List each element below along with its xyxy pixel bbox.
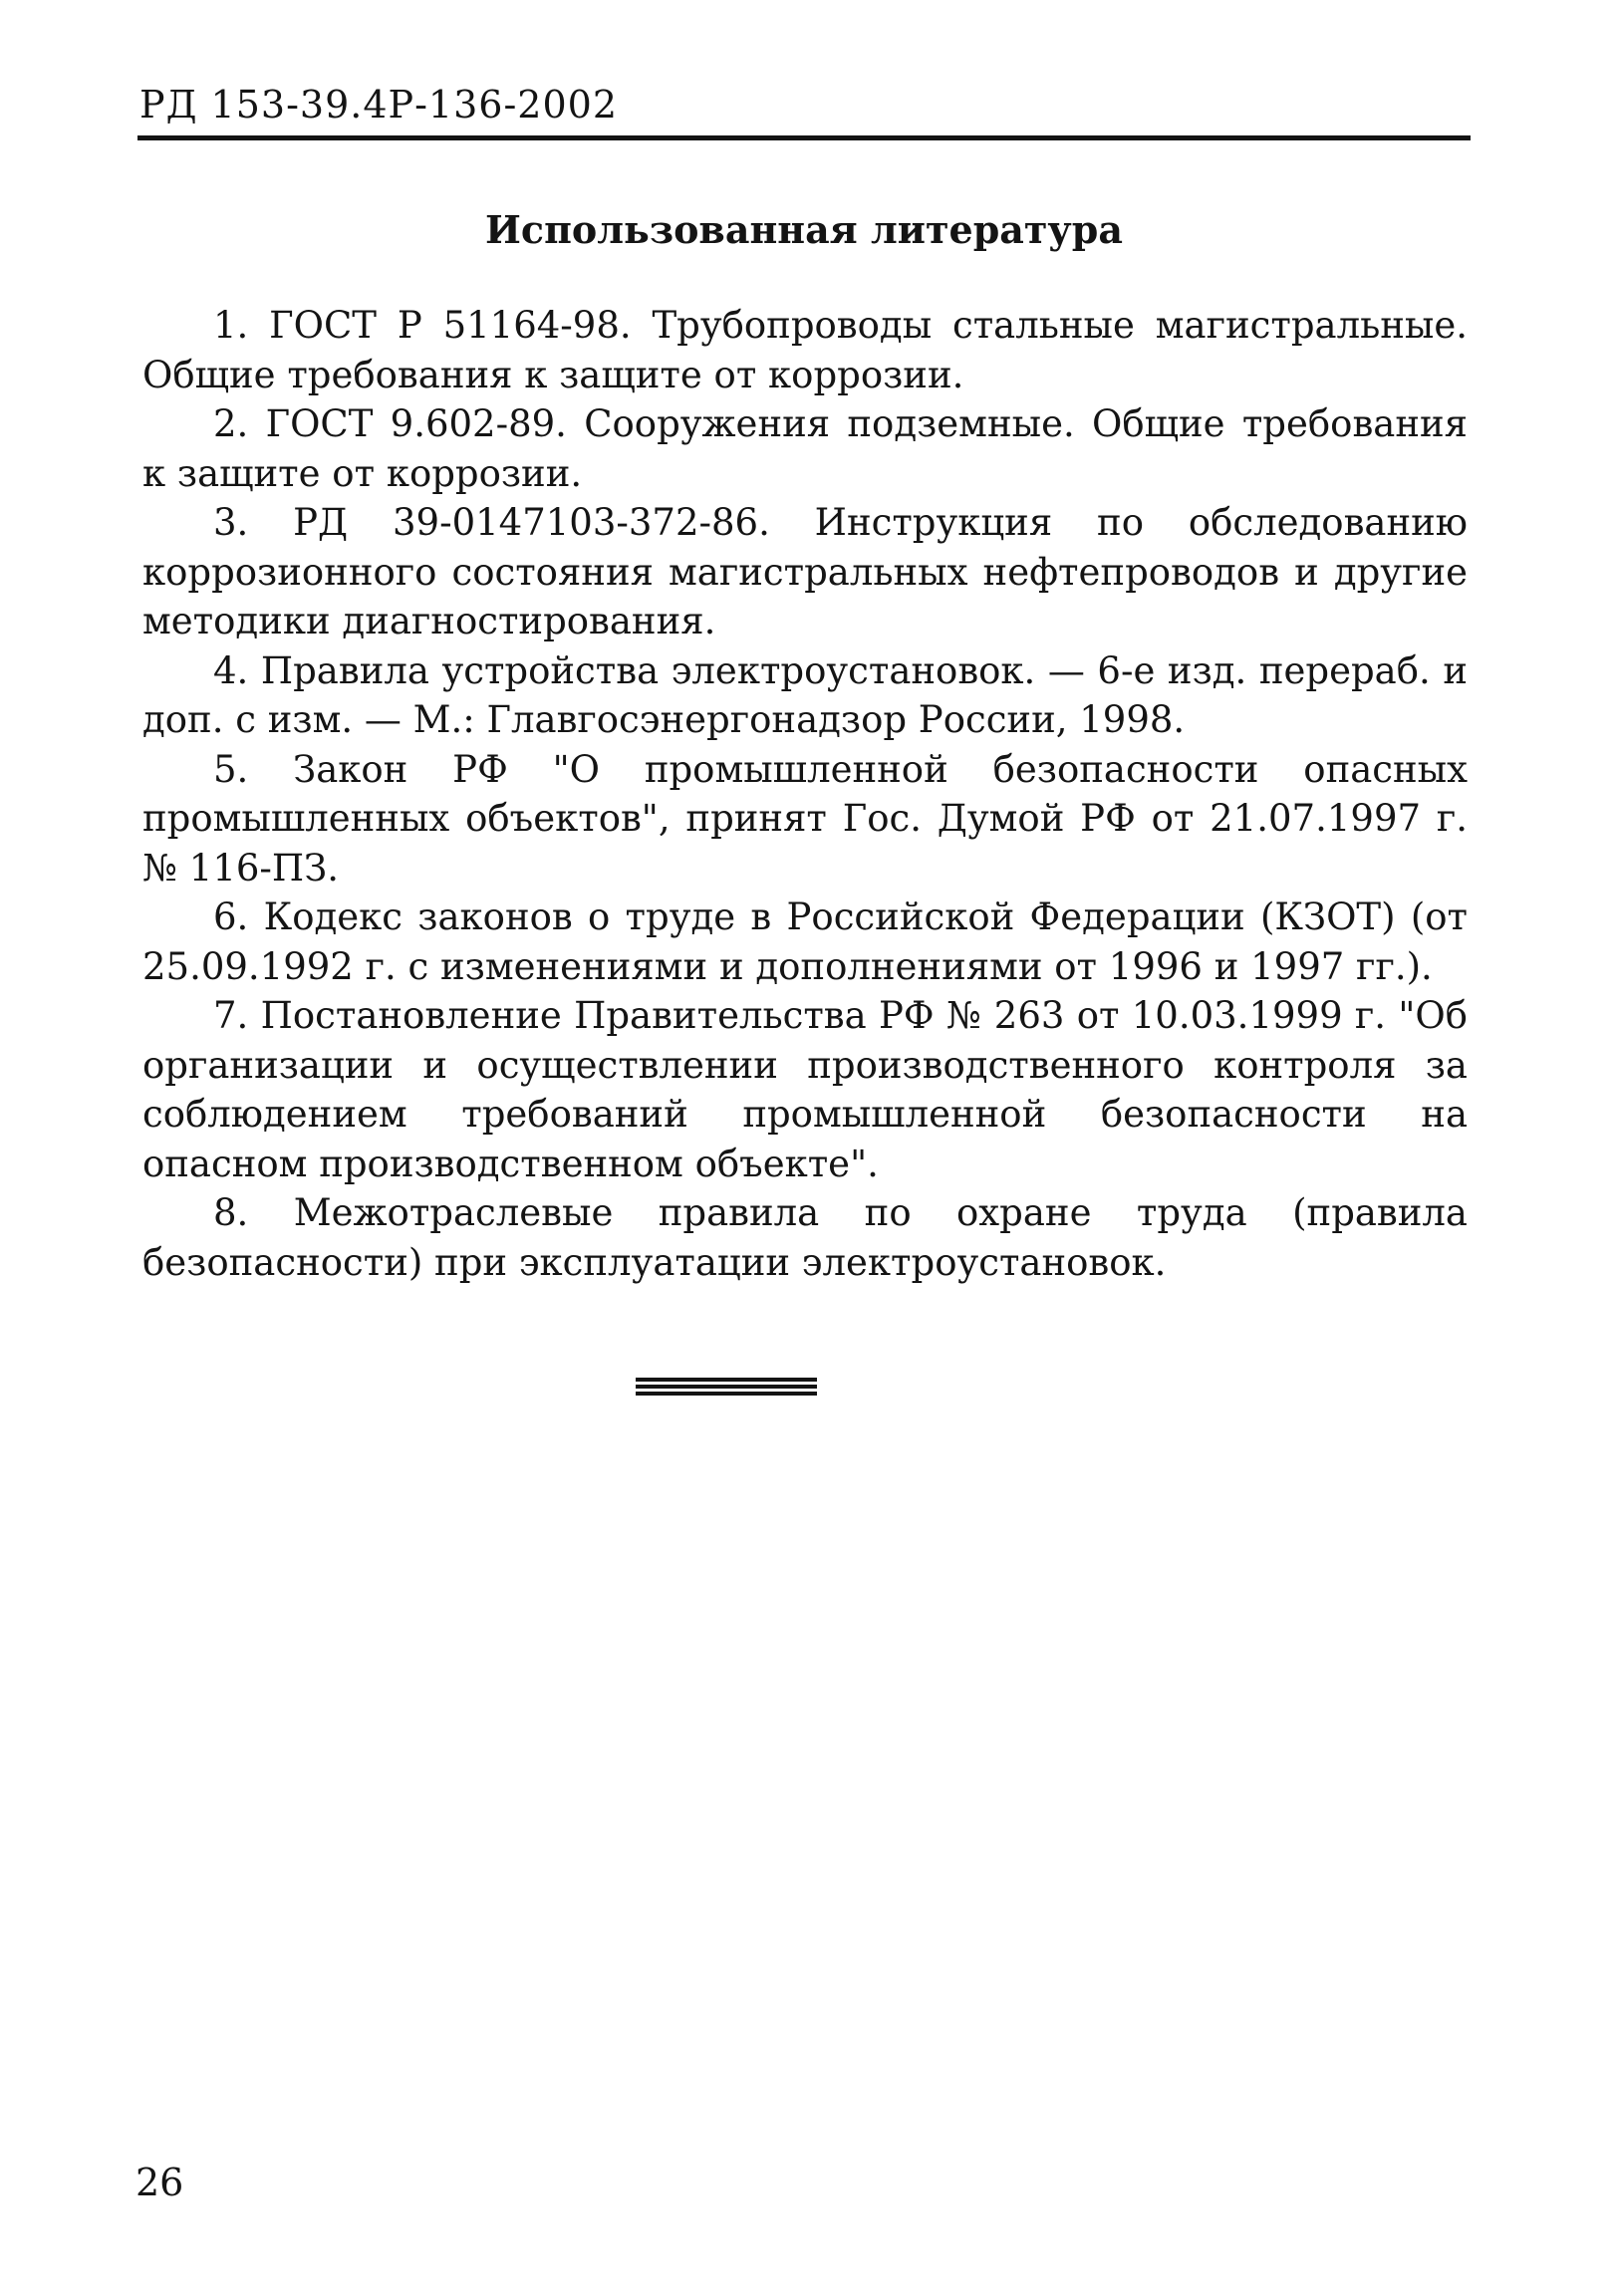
reference-item: 6. Кодекс законов о труде в Российской Федерации (КЗОТ) (от 25.09.1992 г. с изменениями и дополнениями от 1996 и 1997 гг.). <box>142 895 1468 988</box>
reference-item: 3. РД 39-0147103-372-86. Инструкция по обследованию коррозионного состояния магистральных нефтепроводов и другие методики диагностирования. <box>142 501 1468 642</box>
reference-list <box>142 301 1468 1287</box>
end-mark-line <box>636 1392 817 1396</box>
reference-item: 7. Постановление Правительства РФ № 263 от 10.03.1999 г. "Об организации и осуществлении производственного контроля за соблюдением требований промышленной безопасности на опасном производственном объекте". <box>142 994 1468 1185</box>
end-of-section-mark <box>636 1378 817 1396</box>
reference-item: 8. Межотраслевые правила по охране труда (правила безопасности) при эксплуатации электроустановок. <box>142 1191 1468 1284</box>
reference-item: 5. Закон РФ "О промышленной безопасности опасных промышленных объектов", принят Гос. Думой РФ от 21.07.1997 г. № 116-ПЗ. <box>142 747 1468 890</box>
end-mark-line <box>636 1378 817 1382</box>
reference-item: 4. Правила устройства электроустановок. — 6-е изд. перераб. и доп. с изм. — М.: Главгосэнергонадзор России, 1998. <box>142 648 1468 741</box>
document-code: РД 153-39.4Р-136-2002 <box>139 83 619 127</box>
reference-item: 2. ГОСТ 9.602-89. Сооружения подземные. Общие требования к защите от коррозии. <box>142 402 1468 495</box>
reference-item: 1. ГОСТ Р 51164-98. Трубопроводы стальные магистральные. Общие требования к защите от коррозии. <box>142 304 1468 396</box>
end-mark-line <box>636 1385 817 1389</box>
section-title: Использованная литература <box>485 207 1123 252</box>
header-rule <box>137 135 1471 140</box>
page-number: 26 <box>135 2161 184 2204</box>
